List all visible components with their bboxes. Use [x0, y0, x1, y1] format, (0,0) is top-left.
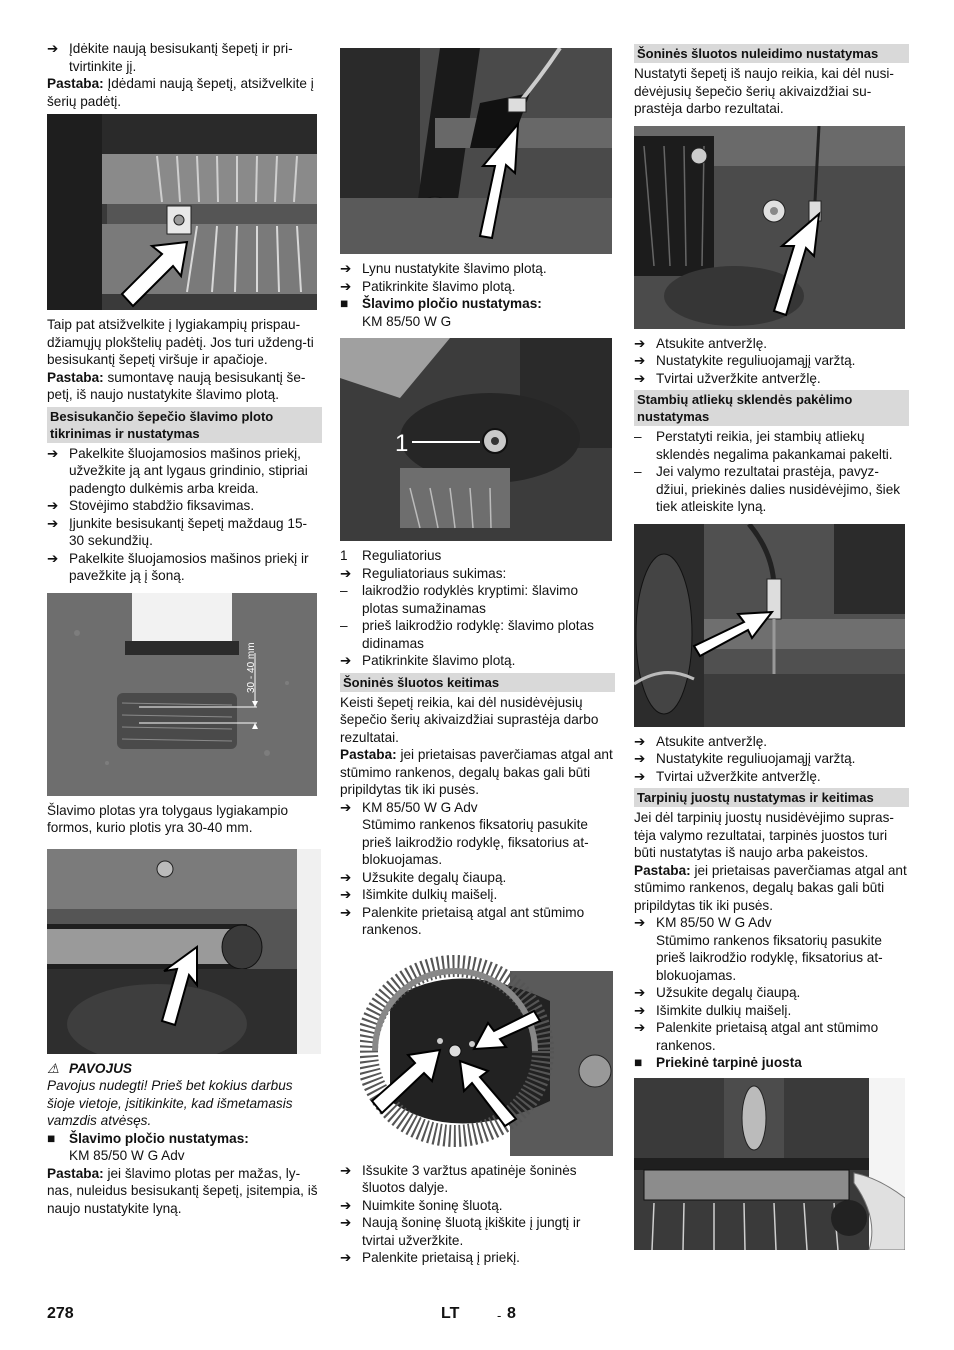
square-bullet: ■: [47, 1130, 56, 1146]
list-item: ➔ Pakelkite šluojamosios mašinos priekį ir pavežkite ją į šoną.: [47, 550, 309, 583]
list-item: ➔ KM 85/50 W G Adv: [340, 799, 478, 815]
note: Pastaba: sumontavę naują besisukantį še-petį, iš naujo nustatykite šlavimo plotą.: [47, 369, 306, 402]
note: Pastaba: jei prietaisas paverčiamas atgal ant stūmimo rankenos, degalų bakas gali būti pripildytas tik iki pusės.: [340, 747, 613, 797]
warning-title-row: ⚠ PAVOJUS: [47, 1060, 132, 1076]
list-item: ➔ Išimkite dulkių maišelį.: [340, 887, 498, 902]
list-item: ➔ Stovėjimo stabdžio fiksavimas.: [47, 498, 255, 513]
note: Pastaba: jei prietaisas paverčiamas atgal ant stūmimo rankenos, degalų bakas gali būti pripildytas tik iki pusės.: [634, 862, 907, 913]
list-item: ➔ Palenkite prietaisą atgal ant stūmimo rankenos.: [340, 904, 585, 937]
list-item: ➔ Palenkite prietaisą atgal ant stūmimo rankenos.: [634, 1020, 879, 1053]
note: Pastaba: Įdėdami naują šepetį, atsižvelkite į šerių padėtį.: [47, 76, 314, 109]
callout-label: 1: [395, 430, 409, 457]
square-bullet: ■: [634, 1055, 643, 1070]
list-item: ➔ Įjunkite besisukantį šepetį maždaug 15-30 sekundžių.: [47, 515, 308, 548]
note: Pastaba: jei šlavimo plotas per mažas, ly-nas, nuleidus besisukantį šepetį, įsitempia, iš naujo nustatykite lyną.: [47, 1165, 318, 1216]
list-item: ■ Šlavimo pločio nustatymas:: [340, 296, 542, 311]
list-item: – prieš laikrodžio rodyklę: šlavimo plotas didinamas: [340, 618, 594, 651]
measure-label: 30 - 40 mm: [246, 641, 257, 693]
list-item: – Jei valymo rezultatai prastėja, pavyz-džiui, priekinės dalies nusidėvėjimo, šiek tiek atleiskite lyną.: [634, 464, 901, 514]
list-item: ➔ Nustatykite reguliuojamąjį varžtą.: [634, 353, 856, 368]
column-2: ➔ Lynu nustatykite šlavimo plotą. ➔ Patikrinkite šlavimo plotą. ■ Šlavimo pločio nustatymas: KM 85/50 W G 1 1 Reguliatorius ➔ Reguliatoriaus sukimas: – laikrodžio rodyklės kryptimi: šlavimo plotas sumažinamas – prieš laikrodžio rodyklę: šlavimo plotas didinamas ➔ Patikrinkite šlavimo plotą. Šoninės šluotos keitimas Keisti šepetį reikia, kai dėl nusidėvėjusių šepečio šerių akivaizdžiai suprastėja darbo rezultatai. Pastaba: jei prietaisas paverčiamas atgal ant stūmimo rankenos, degalų bakas gali būti pripildytas tik iki pusės. ➔ KM 85/50 W G Adv Stūmimo rankenos fiksatorių pasukite prieš laikrodžio rodyklę, fiksatorius at-blokuojamas. ➔ Užsukite degalų čiaupą. ➔ Išimkite dulkių maišelį. ➔ Palenkite prietaisą atgal ant stūmimo rankenos. ➔ Išsukite 3 varžtus apatinėje šoninės šluotos dalyje. ➔ Nuimkite šoninę šluotą. ➔ Naują šoninę šluotą įkiškite į jungtį ir tvirtai užveržkite. ➔ Palenkite prietaisą į priekį.: [340, 40, 615, 1267]
list-item: ➔ Užsukite degalų čiaupą.: [634, 985, 801, 1000]
column-1: ➔ Įdėkite naują besisukantį šepetį ir pri-tvirtinkite jį. Pastaba: Įdėdami naują šepetį, atsižvelkite į šerių padėtį. Taip pat atsižvelkite į lygiakampių prispau-džiamųjų plokštelių padėtį. Jos turi uždeng-ti besisukantį šepetį viršuje ir apačioje. Pastaba: sumontavę naują besisukantį še-petį, iš naujo nustatykite šlavimo plotą. Besisukančio šepečio šlavimo ploto tikrinimas ir nustatymas ➔ Pakelkite šluojamosios mašinos priekį, užvežkite ją ant lygaus grindinio, stipriai padengto dulkėmis arba kreida. ➔ Stovėjimo stabdžio fiksavimas. ➔ Įjunkite besisukantį šepetį maždaug 15-30 sekundžių. ➔ Pakelkite šluojamosios mašinos priekį ir pavežkite ją į šoną. 30 - 40 mm Šlavimo plotas yra tolygaus lygiakampio formos, kurio plotis yra 30-40 mm. ⚠ PAVOJUS Pavojus nudegti! Prieš bet kokius darbus šioje vietoje, įsitikinkite, kad išmetamasis vamzdis atvėsęs. ■ Šlavimo pločio nustatymas: KM 85/50 W G Adv Pastaba: jei šlavimo plotas per mažas, ly-nas, nuleidus besisukantį šepetį, įsitempia, iš naujo nustatykite lyną.: [47, 40, 322, 1217]
figure-front-seal-strip: [634, 1078, 905, 1250]
language-code: LT: [441, 1305, 460, 1322]
list-item: ➔ Pakelkite šluojamosios mašinos priekį, užvežkite ją ant lygaus grindinio, stipriai padengto dulkėmis arba kreida.: [47, 445, 308, 496]
section-heading: Tarpinių juostų nustatymas ir keitimas: [634, 788, 909, 807]
list-item: ➔ Užsukite degalų čiaupą.: [340, 869, 507, 885]
figure-debris-flap: [634, 524, 905, 727]
list-item: ➔ Tvirtai užveržkite antveržlę.: [634, 370, 821, 386]
figure-exhaust-pipe: [47, 849, 321, 1054]
list-item: ■ Šlavimo pločio nustatymas:: [47, 1130, 249, 1146]
list-item: ➔ Reguliatoriaus sukimas:: [340, 565, 507, 581]
figure-cable-adjust: [340, 48, 612, 254]
list-item: ➔ Atsukite antveržlę.: [634, 733, 768, 749]
warning-text: Pavojus nudegti! Prieš bet kokius darbus šioje vietoje, įsitikinkite, kad išmetamasis vamzdis atvėsęs.: [47, 1078, 293, 1128]
legend-item: 1 Reguliatorius: [340, 548, 442, 563]
section-heading: Stambių atliekų sklendės pakėlimo nustatymas: [634, 390, 909, 426]
footer-dash: -: [497, 1308, 502, 1323]
list-item: ➔ KM 85/50 W G Adv: [634, 915, 772, 930]
list-item: ➔ Atsukite antveržlę.: [634, 335, 768, 351]
list-item: ➔ Išsukite 3 varžtus apatinėje šoninės šluotos dalyje.: [340, 1162, 577, 1195]
list-item: ➔ Nuimkite šoninę šluotą.: [340, 1197, 503, 1213]
warning-icon: ⚠: [47, 1060, 60, 1076]
list-item: – laikrodžio rodyklės kryptimi: šlavimo plotas sumažinamas: [340, 583, 579, 616]
figure-regulator: [340, 338, 612, 541]
section-heading: Šoninės šluotos nuleidimo nustatymas: [634, 44, 909, 63]
list-item: ➔ Naują šoninę šluotą įkiškite į jungtį ir tvirtai užveržkite.: [340, 1215, 581, 1248]
page-number: 278: [47, 1305, 74, 1322]
list-item: ➔ Patikrinkite šlavimo plotą.: [340, 653, 516, 668]
figure-brush-bolt: [47, 114, 317, 310]
section-heading: Besisukančio šepečio šlavimo ploto tikrinimas ir nustatymas: [47, 407, 322, 443]
list-item: – Perstatyti reikia, jei stambių atliekų sklendės negalima pakankamai pakelti.: [634, 429, 893, 462]
list-item: ➔ Išimkite dulkių maišelį.: [634, 1002, 792, 1018]
list-item: ■ Priekinė tarpinė juosta: [634, 1055, 802, 1070]
list-item: ➔ Įdėkite naują besisukantį šepetį ir pri-tvirtinkite jį.: [47, 41, 293, 74]
figure-sweep-pattern: [47, 593, 317, 796]
figure-side-brush: [360, 951, 613, 1156]
list-item: ➔ Palenkite prietaisą į priekį.: [340, 1250, 520, 1265]
figure-side-brush-lowering: [634, 126, 905, 329]
square-bullet: ■: [340, 296, 349, 311]
list-item: ➔ Nustatykite reguliuojamąjį varžtą.: [634, 751, 856, 766]
section-heading: Šoninės šluotos keitimas: [340, 673, 615, 692]
section-page-number: 8: [507, 1305, 516, 1322]
list-item: ➔ Patikrinkite šlavimo plotą.: [340, 278, 516, 294]
list-item: ➔ Lynu nustatykite šlavimo plotą.: [340, 261, 547, 276]
column-3: Šoninės šluotos nuleidimo nustatymas Nustatyti šepetį iš naujo reikia, kai dėl nusi-dėvėjusių šepečio šerių akivaizdžiai su-prastėja darbo rezultatai. ➔ Atsukite antveržlę. ➔ Nustatykite reguliuojamąjį varžtą. ➔ Tvirtai užveržkite antveržlę. Stambių atliekų sklendės pakėlimo nustatymas – Perstatyti reikia, jei stambių atliekų sklendės negalima pakankamai pakelti. – Jei valymo rezultatai prastėja, pavyz-džiui, priekinės dalies nusidėvėjimo, šiek tiek atleiskite lyną. ➔ Atsukite antveržlę. ➔ Nustatykite reguliuojamąjį varžtą. ➔ Tvirtai užveržkite antveržlę. Tarpinių juostų nustatymas ir keitimas Jei dėl tarpinių juostų nusidėvėjimo supras-tėja valymo rezultatai, tarpinės juostos turi būti nustatytas iš naujo arba pakeistos. Pastaba: jei prietaisas paverčiamas atgal ant stūmimo rankenos, degalų bakas gali būti pripildytas tik iki pusės. ➔ KM 85/50 W G Adv Stūmimo rankenos fiksatorių pasukite prieš laikrodžio rodyklę, fiksatorius at-blokuojamas. ➔ Užsukite degalų čiaupą. ➔ Išimkite dulkių maišelį. ➔ Palenkite prietaisą atgal ant stūmimo rankenos. ■ Priekinė tarpinė juosta: [634, 40, 909, 1256]
list-item: ➔ Tvirtai užveržkite antveržlę.: [634, 768, 821, 784]
